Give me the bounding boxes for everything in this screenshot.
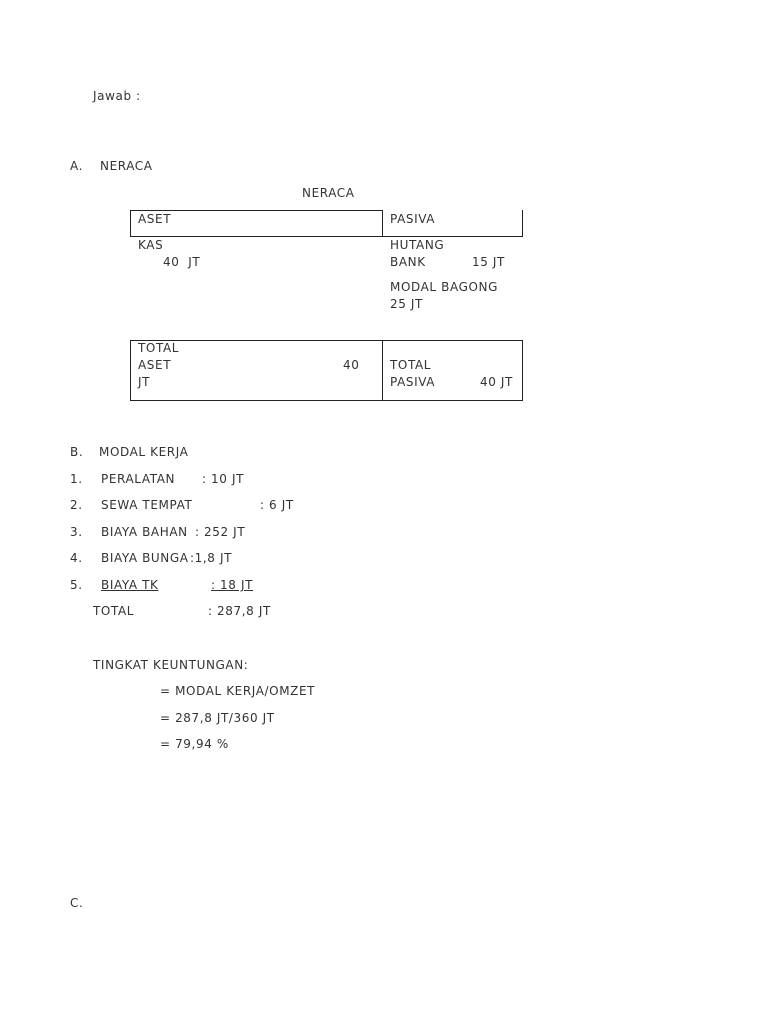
list-item-value: :1,8 JT [190, 551, 233, 565]
total-aset-line1: TOTAL [138, 341, 180, 355]
list-item-label: BIAYA BAHAN [101, 525, 188, 539]
intro-text: Jawab : [93, 89, 141, 103]
list-item-label: BIAYA TK [101, 578, 159, 592]
header-divider [382, 210, 383, 237]
list-item-value: : 10 JT [202, 472, 245, 486]
keuntungan-line2: = 287,8 JT/360 JT [160, 711, 275, 725]
total-aset-unit: JT [138, 375, 151, 389]
list-item-number: 2. [70, 498, 83, 512]
list-item-number: 1. [70, 472, 83, 486]
header-right-border [522, 210, 523, 237]
list-item-number: 3. [70, 525, 83, 539]
list-item-number: 5. [70, 578, 83, 592]
list-item-label: PERALATAN [101, 472, 176, 486]
total-divider [382, 340, 383, 401]
total-pasiva-line1: TOTAL [390, 358, 432, 372]
section-a-title: NERACA [100, 159, 153, 173]
section-c-marker: C. [70, 896, 84, 910]
keuntungan-title: TINGKAT KEUNTUNGAN: [93, 658, 249, 672]
header-left-border [130, 210, 131, 237]
total-box [130, 340, 523, 401]
kas-label: KAS [138, 238, 164, 252]
kas-value: 40 JT [163, 255, 201, 269]
list-item-value: : 18 JT [211, 578, 254, 592]
keuntungan-line3: = 79,94 % [160, 737, 229, 751]
list-item-label: BIAYA BUNGA [101, 551, 189, 565]
keuntungan-line1: = MODAL KERJA/OMZET [160, 684, 316, 698]
hutang-label: HUTANG [390, 238, 445, 252]
neraca-table-title: NERACA [302, 186, 355, 200]
pasiva-header: PASIVA [390, 212, 436, 226]
total-value: : 287,8 JT [208, 604, 271, 618]
hutang-bank-label: BANK [390, 255, 426, 269]
aset-header: ASET [138, 212, 172, 226]
list-item-label: SEWA TEMPAT [101, 498, 193, 512]
total-pasiva-line2: PASIVA [390, 375, 436, 389]
total-label: TOTAL [93, 604, 135, 618]
list-item-value: : 6 JT [260, 498, 294, 512]
list-item-value: : 252 JT [195, 525, 246, 539]
section-b-title: MODAL KERJA [99, 445, 189, 459]
section-b-marker: B. [70, 445, 84, 459]
modal-label: MODAL BAGONG [390, 280, 498, 294]
total-aset-line2: ASET [138, 358, 172, 372]
header-bottom-border [130, 236, 523, 237]
modal-value: 25 JT [390, 297, 423, 311]
list-item-number: 4. [70, 551, 83, 565]
section-a-marker: A. [70, 159, 84, 173]
total-pasiva-value: 40 JT [480, 375, 513, 389]
total-aset-value: 40 [343, 358, 360, 372]
hutang-bank-value: 15 JT [472, 255, 505, 269]
